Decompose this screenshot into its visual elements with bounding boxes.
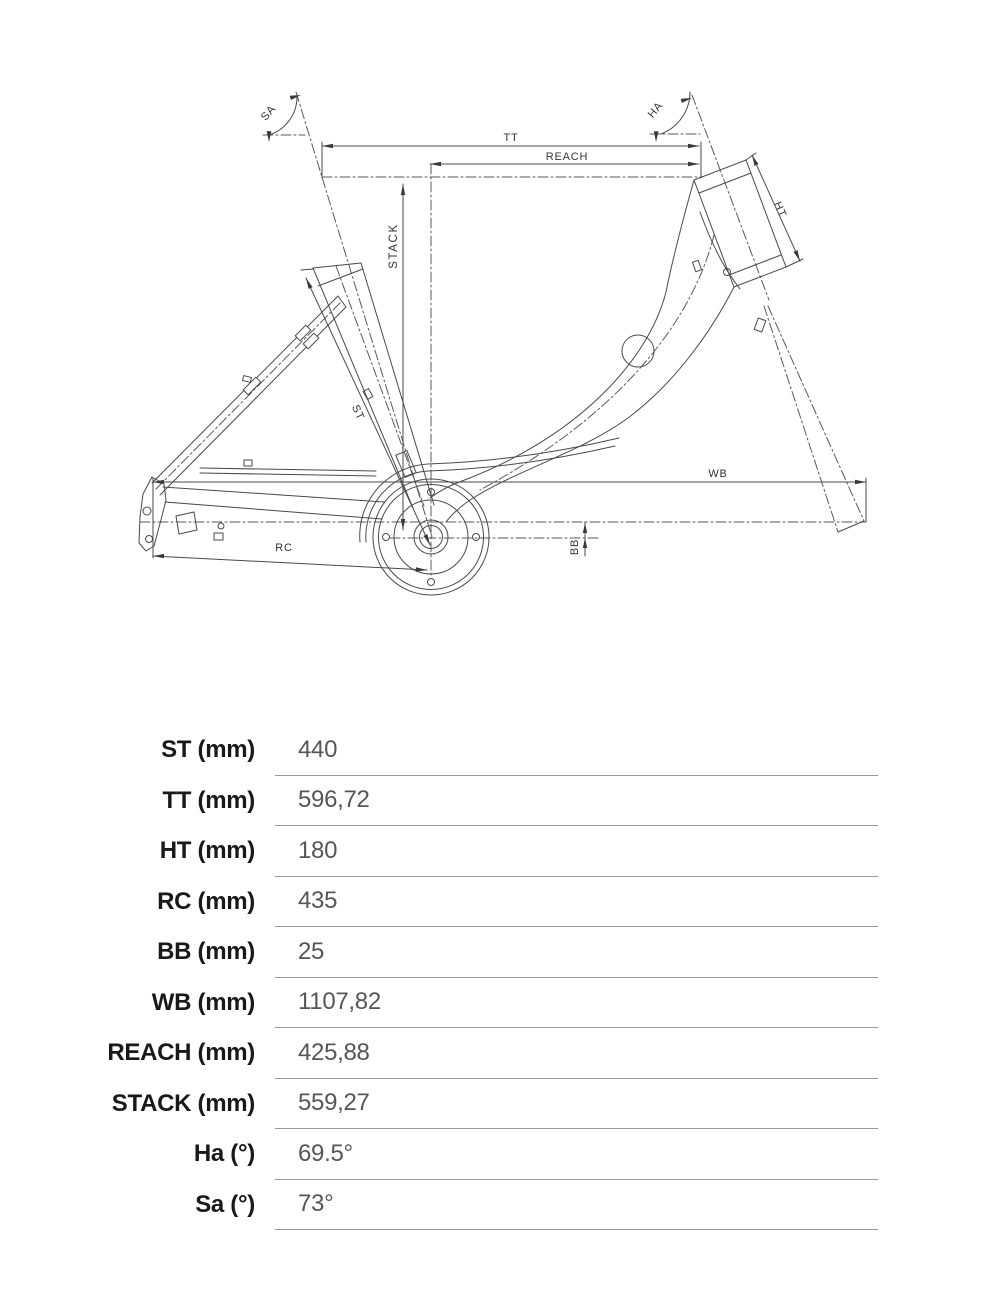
table-row (0, 877, 1001, 928)
label-stack: STACK (388, 223, 400, 269)
row-label: STACK (mm) (111, 1089, 255, 1117)
row-label: BB (mm) (157, 938, 255, 966)
row-label: ST (mm) (161, 736, 255, 764)
row-value: 69.5° (275, 1129, 878, 1180)
label-tt: TT (503, 132, 519, 144)
row-value: 1107,82 (275, 978, 878, 1029)
table-row (0, 927, 1001, 978)
row-label: HT (mm) (159, 837, 255, 865)
row-value: 559,27 (275, 1079, 878, 1130)
row-value: 435 (275, 877, 878, 928)
label-st: ST (348, 403, 367, 423)
label-ht: HT (771, 199, 789, 220)
label-rc: RC (275, 542, 293, 554)
geometry-table (0, 725, 1001, 1230)
label-wb: WB (708, 468, 728, 480)
row-label: WB (mm) (151, 988, 255, 1016)
table-row (0, 725, 1001, 776)
label-sa: SA (258, 102, 279, 124)
table-row (0, 826, 1001, 877)
label-ha: HA (645, 99, 666, 121)
row-label: RC (mm) (157, 887, 255, 915)
label-bb: BB (569, 538, 581, 556)
row-value: 180 (275, 826, 878, 877)
row-label: TT (mm) (162, 786, 255, 814)
row-value: 425,88 (275, 1028, 878, 1079)
table-row (0, 978, 1001, 1029)
row-value: 440 (275, 725, 878, 776)
row-label: Sa (°) (195, 1190, 255, 1218)
row-label: Ha (°) (193, 1140, 255, 1168)
row-value: 73° (275, 1180, 878, 1231)
frame-outline (139, 160, 864, 595)
row-value: 25 (275, 927, 878, 978)
label-reach: REACH (545, 151, 589, 163)
table-row (0, 1028, 1001, 1079)
table-row (0, 776, 1001, 827)
table-row (0, 1129, 1001, 1180)
table-row (0, 1180, 1001, 1231)
row-label: REACH (mm) (107, 1039, 255, 1067)
row-value: 596,72 (275, 776, 878, 827)
table-row (0, 1079, 1001, 1130)
dimension-arrows (153, 95, 866, 572)
